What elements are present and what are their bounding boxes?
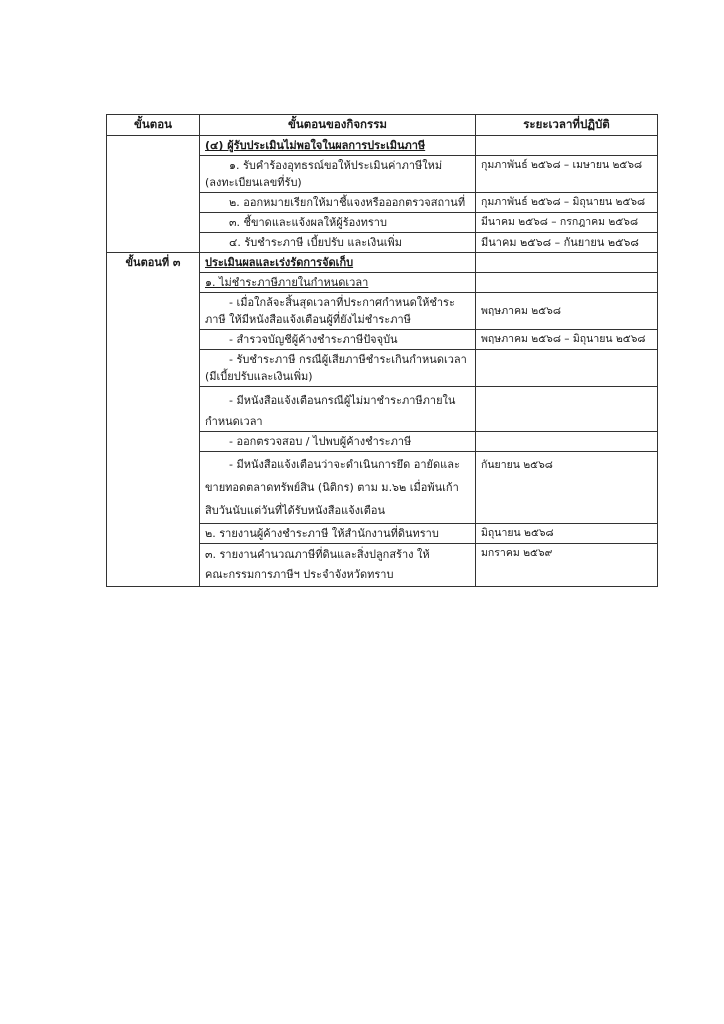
activity-text: (๔) ผู้รับประเมินไม่พอใจในผลการประเมินภาษี <box>205 139 426 152</box>
activity-cell <box>200 193 476 213</box>
activity-cell <box>200 524 476 544</box>
table-row <box>107 544 658 587</box>
period-cell: กุมภาพันธ์ ๒๕๖๘ – มิถุนายน ๒๕๖๘ <box>476 193 658 213</box>
activity-cell <box>200 387 476 432</box>
activity-text: - สำรวจบัญชีผู้ค้างชำระภาษีปัจจุบัน <box>229 333 398 346</box>
step-cell <box>107 273 200 293</box>
activity-text-cont: คณะกรรมการภาษีฯ ประจำจังหวัดทราบ <box>205 568 394 581</box>
period-cell <box>476 387 658 432</box>
table-row <box>107 253 658 273</box>
table-row <box>107 452 658 524</box>
step-cell <box>107 293 200 330</box>
step-cell <box>107 544 200 587</box>
period-cell <box>476 432 658 452</box>
table-row <box>107 193 658 213</box>
activity-text-cont: กำหนดเวลา <box>205 415 263 428</box>
period-cell <box>476 253 658 273</box>
activity-text: ๓. รายงานคำนวณภาษีที่ดินและสิ่งปลูกสร้าง ให้ <box>205 548 430 561</box>
activity-text: - มีหนังสือแจ้งเตือนกรณีผู้ไม่มาชำระภาษีภายใน <box>229 394 456 407</box>
activity-cell <box>200 452 476 524</box>
period-cell: พฤษภาคม ๒๕๖๘ <box>476 293 658 330</box>
activity-text: ๑. ไม่ชำระภาษีภายในกำหนดเวลา <box>205 276 369 289</box>
period-cell: มกราคม ๒๕๖๙ <box>476 544 658 587</box>
table-row <box>107 387 658 432</box>
activity-cell <box>200 330 476 350</box>
activity-cell <box>200 544 476 587</box>
step-cell: ขั้นตอนที่ ๓ <box>107 253 200 273</box>
step-cell <box>107 136 200 156</box>
activity-cell <box>200 136 476 156</box>
period-cell: กุมภาพันธ์ ๒๕๖๘ – เมษายน ๒๕๖๘ <box>476 156 658 193</box>
activity-cell <box>200 233 476 253</box>
period-cell: กันยายน ๒๕๖๘ <box>476 452 658 524</box>
period-cell <box>476 350 658 387</box>
activity-text: ประเมินผลและเร่งรัดการจัดเก็บ <box>205 256 354 269</box>
activity-cell <box>200 213 476 233</box>
activity-text: ๓. ชี้ขาดและแจ้งผลให้ผู้ร้องทราบ <box>229 216 387 229</box>
table-row <box>107 273 658 293</box>
activity-cell <box>200 273 476 293</box>
period-cell: มิถุนายน ๒๕๖๘ <box>476 524 658 544</box>
table-row <box>107 213 658 233</box>
activity-text: ๑. รับคำร้องอุทธรณ์ขอให้ประเมินค่าภาษีใหม่ <box>229 159 443 172</box>
activity-text-cont: (ลงทะเบียนเลขที่รับ) <box>205 176 302 189</box>
table-row <box>107 293 658 330</box>
activity-cell <box>200 253 476 273</box>
activity-text: - เมื่อใกล้จะสิ้นสุดเวลาที่ประกาศกำหนดให้ชำระ <box>229 296 455 309</box>
table-header-row <box>107 115 658 136</box>
activity-text: - รับชำระภาษี กรณีผู้เสียภาษีชำระเกินกำหนดเวลา <box>229 353 467 366</box>
activity-cell <box>200 432 476 452</box>
activity-text: - ออกตรวจสอบ / ไปพบผู้ค้างชำระภาษี <box>229 435 412 448</box>
table-row <box>107 156 658 193</box>
step-cell <box>107 330 200 350</box>
step-cell <box>107 524 200 544</box>
period-cell <box>476 273 658 293</box>
activity-cell <box>200 156 476 193</box>
activity-schedule-table <box>106 114 658 587</box>
activity-text-cont: (มีเบี้ยปรับและเงินเพิ่ม) <box>205 370 313 383</box>
table-row <box>107 432 658 452</box>
step-cell <box>107 452 200 524</box>
period-cell: มีนาคม ๒๕๖๘ – กรกฎาคม ๒๕๖๘ <box>476 213 658 233</box>
period-cell: พฤษภาคม ๒๕๖๘ – มิถุนายน ๒๕๖๘ <box>476 330 658 350</box>
table-row <box>107 136 658 156</box>
activity-text-cont: ภาษี ให้มีหนังสือแจ้งเตือนผู้ที่ยังไม่ชำระภาษี <box>205 313 411 326</box>
step-cell <box>107 350 200 387</box>
activity-cell <box>200 350 476 387</box>
activity-text-cont: ขายทอดตลาดทรัพย์สิน (นิติกร) ตาม ม.๖๒ เมื่อพ้นเก้า <box>205 481 459 494</box>
activity-text: ๒. รายงานผู้ค้างชำระภาษี ให้สำนักงานที่ดินทราบ <box>205 527 439 540</box>
table-row <box>107 350 658 387</box>
table-row <box>107 330 658 350</box>
activity-cell <box>200 293 476 330</box>
step-cell <box>107 213 200 233</box>
step-cell <box>107 233 200 253</box>
header-activity: ขั้นตอนของกิจกรรม <box>200 115 476 136</box>
header-period: ระยะเวลาที่ปฏิบัติ <box>476 115 658 136</box>
step-cell <box>107 387 200 432</box>
step-cell <box>107 156 200 193</box>
step-cell <box>107 193 200 213</box>
table-row <box>107 233 658 253</box>
step-cell <box>107 432 200 452</box>
header-step: ขั้นตอน <box>107 115 200 136</box>
activity-text: - มีหนังสือแจ้งเตือนว่าจะดำเนินการยึด อายัดและ <box>229 458 460 471</box>
activity-text: ๔. รับชำระภาษี เบี้ยปรับ และเงินเพิ่ม <box>229 236 403 249</box>
period-cell <box>476 136 658 156</box>
period-cell: มีนาคม ๒๕๖๘ – กันยายน ๒๕๖๘ <box>476 233 658 253</box>
activity-text-cont: สิบวันนับแต่วันที่ได้รับหนังสือแจ้งเตือน <box>205 504 386 517</box>
table-row <box>107 524 658 544</box>
activity-text: ๒. ออกหมายเรียกให้มาชี้แจงหรือออกตรวจสถานที่ <box>229 196 466 209</box>
